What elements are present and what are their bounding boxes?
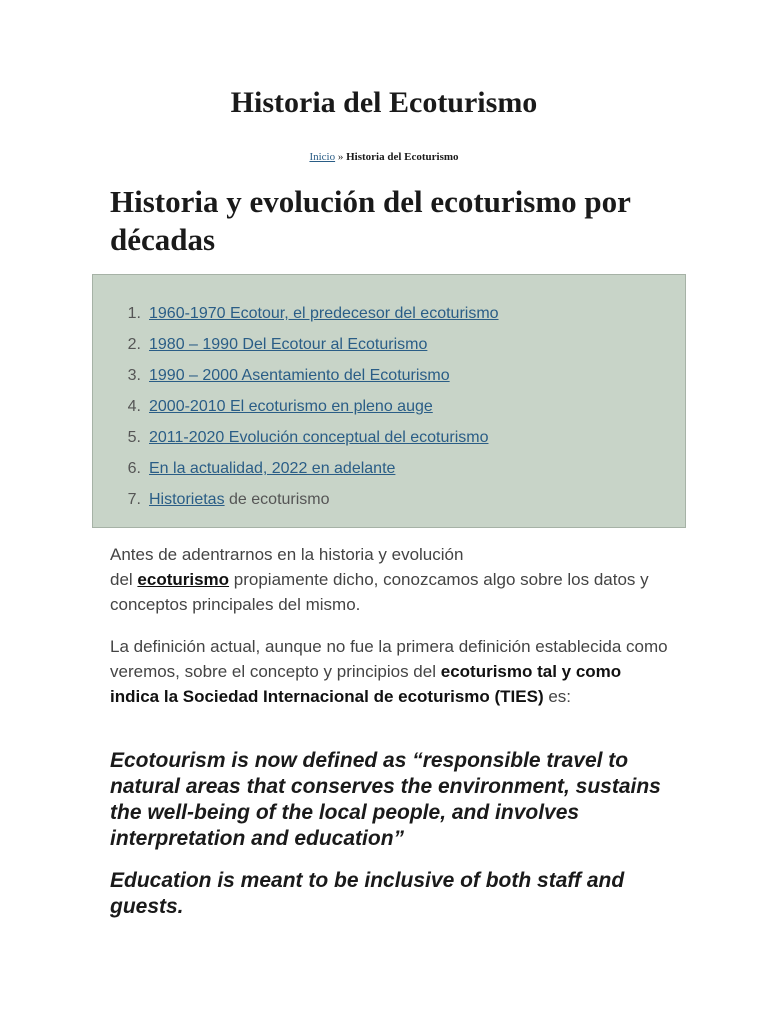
toc-link-1980-1990[interactable]: 1980 – 1990 Del Ecotour al Ecoturismo — [149, 336, 428, 353]
definition-paragraph — [110, 634, 670, 709]
ecoturismo-link[interactable]: ecoturismo — [137, 570, 230, 589]
breadcrumb-separator: » — [335, 151, 347, 163]
definition-pre: La definición actual, aunque no fue la primera definición establecida como veremos, sobre el concepto y principios del — [110, 637, 668, 681]
toc-item-number: 7. — [127, 491, 141, 508]
definition-post: es: — [543, 687, 572, 706]
breadcrumb-home-link[interactable]: Inicio — [309, 151, 336, 163]
toc-item — [93, 367, 499, 398]
toc-link-1990-2000[interactable]: 1990 – 2000 Asentamiento del Ecoturismo — [149, 367, 450, 384]
toc-link-actualidad[interactable]: En la actualidad, 2022 en adelante — [149, 460, 396, 477]
breadcrumb-current: Historia del Ecoturismo — [346, 151, 459, 163]
toc-item — [93, 336, 499, 367]
breadcrumb — [0, 151, 768, 163]
table-of-contents — [92, 274, 686, 528]
toc-item — [93, 305, 499, 336]
toc-link-historietas[interactable]: Historietas — [149, 491, 225, 508]
definition-bold: ecoturismo tal y como indica la Sociedad Internacional de ecoturismo (TIES) — [110, 662, 622, 706]
section-heading: Historia y evolución del ecoturismo por décadas — [110, 184, 631, 257]
toc-link-2000-2010[interactable]: 2000-2010 El ecoturismo en pleno auge — [149, 398, 433, 415]
intro-line-1: Antes de adentrarnos en la historia y evolución — [110, 545, 464, 564]
toc-link-1960-1970[interactable]: 1960-1970 Ecotour, el predecesor del ecoturismo — [149, 305, 499, 322]
toc-item-number: 3. — [127, 367, 141, 384]
toc-item-number: 5. — [127, 429, 141, 446]
toc-item-number: 4. — [127, 398, 141, 415]
toc-item-number: 1. — [127, 305, 141, 322]
toc-item — [93, 398, 499, 429]
page-title: Historia del Ecoturismo — [230, 86, 538, 119]
toc-link-2011-2020[interactable]: 2011-2020 Evolución conceptual del ecoturismo — [149, 429, 489, 446]
education-quote: Education is meant to be inclusive of both staff and guests. — [110, 869, 625, 918]
intro-pre: del — [110, 570, 138, 589]
toc-item-number: 2. — [127, 336, 141, 353]
intro-paragraph — [110, 542, 670, 617]
toc-item — [93, 429, 499, 460]
toc-list — [93, 305, 499, 522]
definition-quote: Ecotourism is now defined as “responsible travel to natural areas that conserves the environment, sustains the well-being of the local people, and involves interpretation and education” — [110, 749, 661, 850]
toc-item — [93, 460, 499, 491]
toc-item — [93, 491, 499, 522]
toc-item-number: 6. — [127, 460, 141, 477]
toc-item-text: de ecoturismo — [224, 491, 330, 508]
intro-post: propiamente dicho, conozcamos algo sobre los datos y conceptos principales del mismo. — [110, 570, 649, 614]
